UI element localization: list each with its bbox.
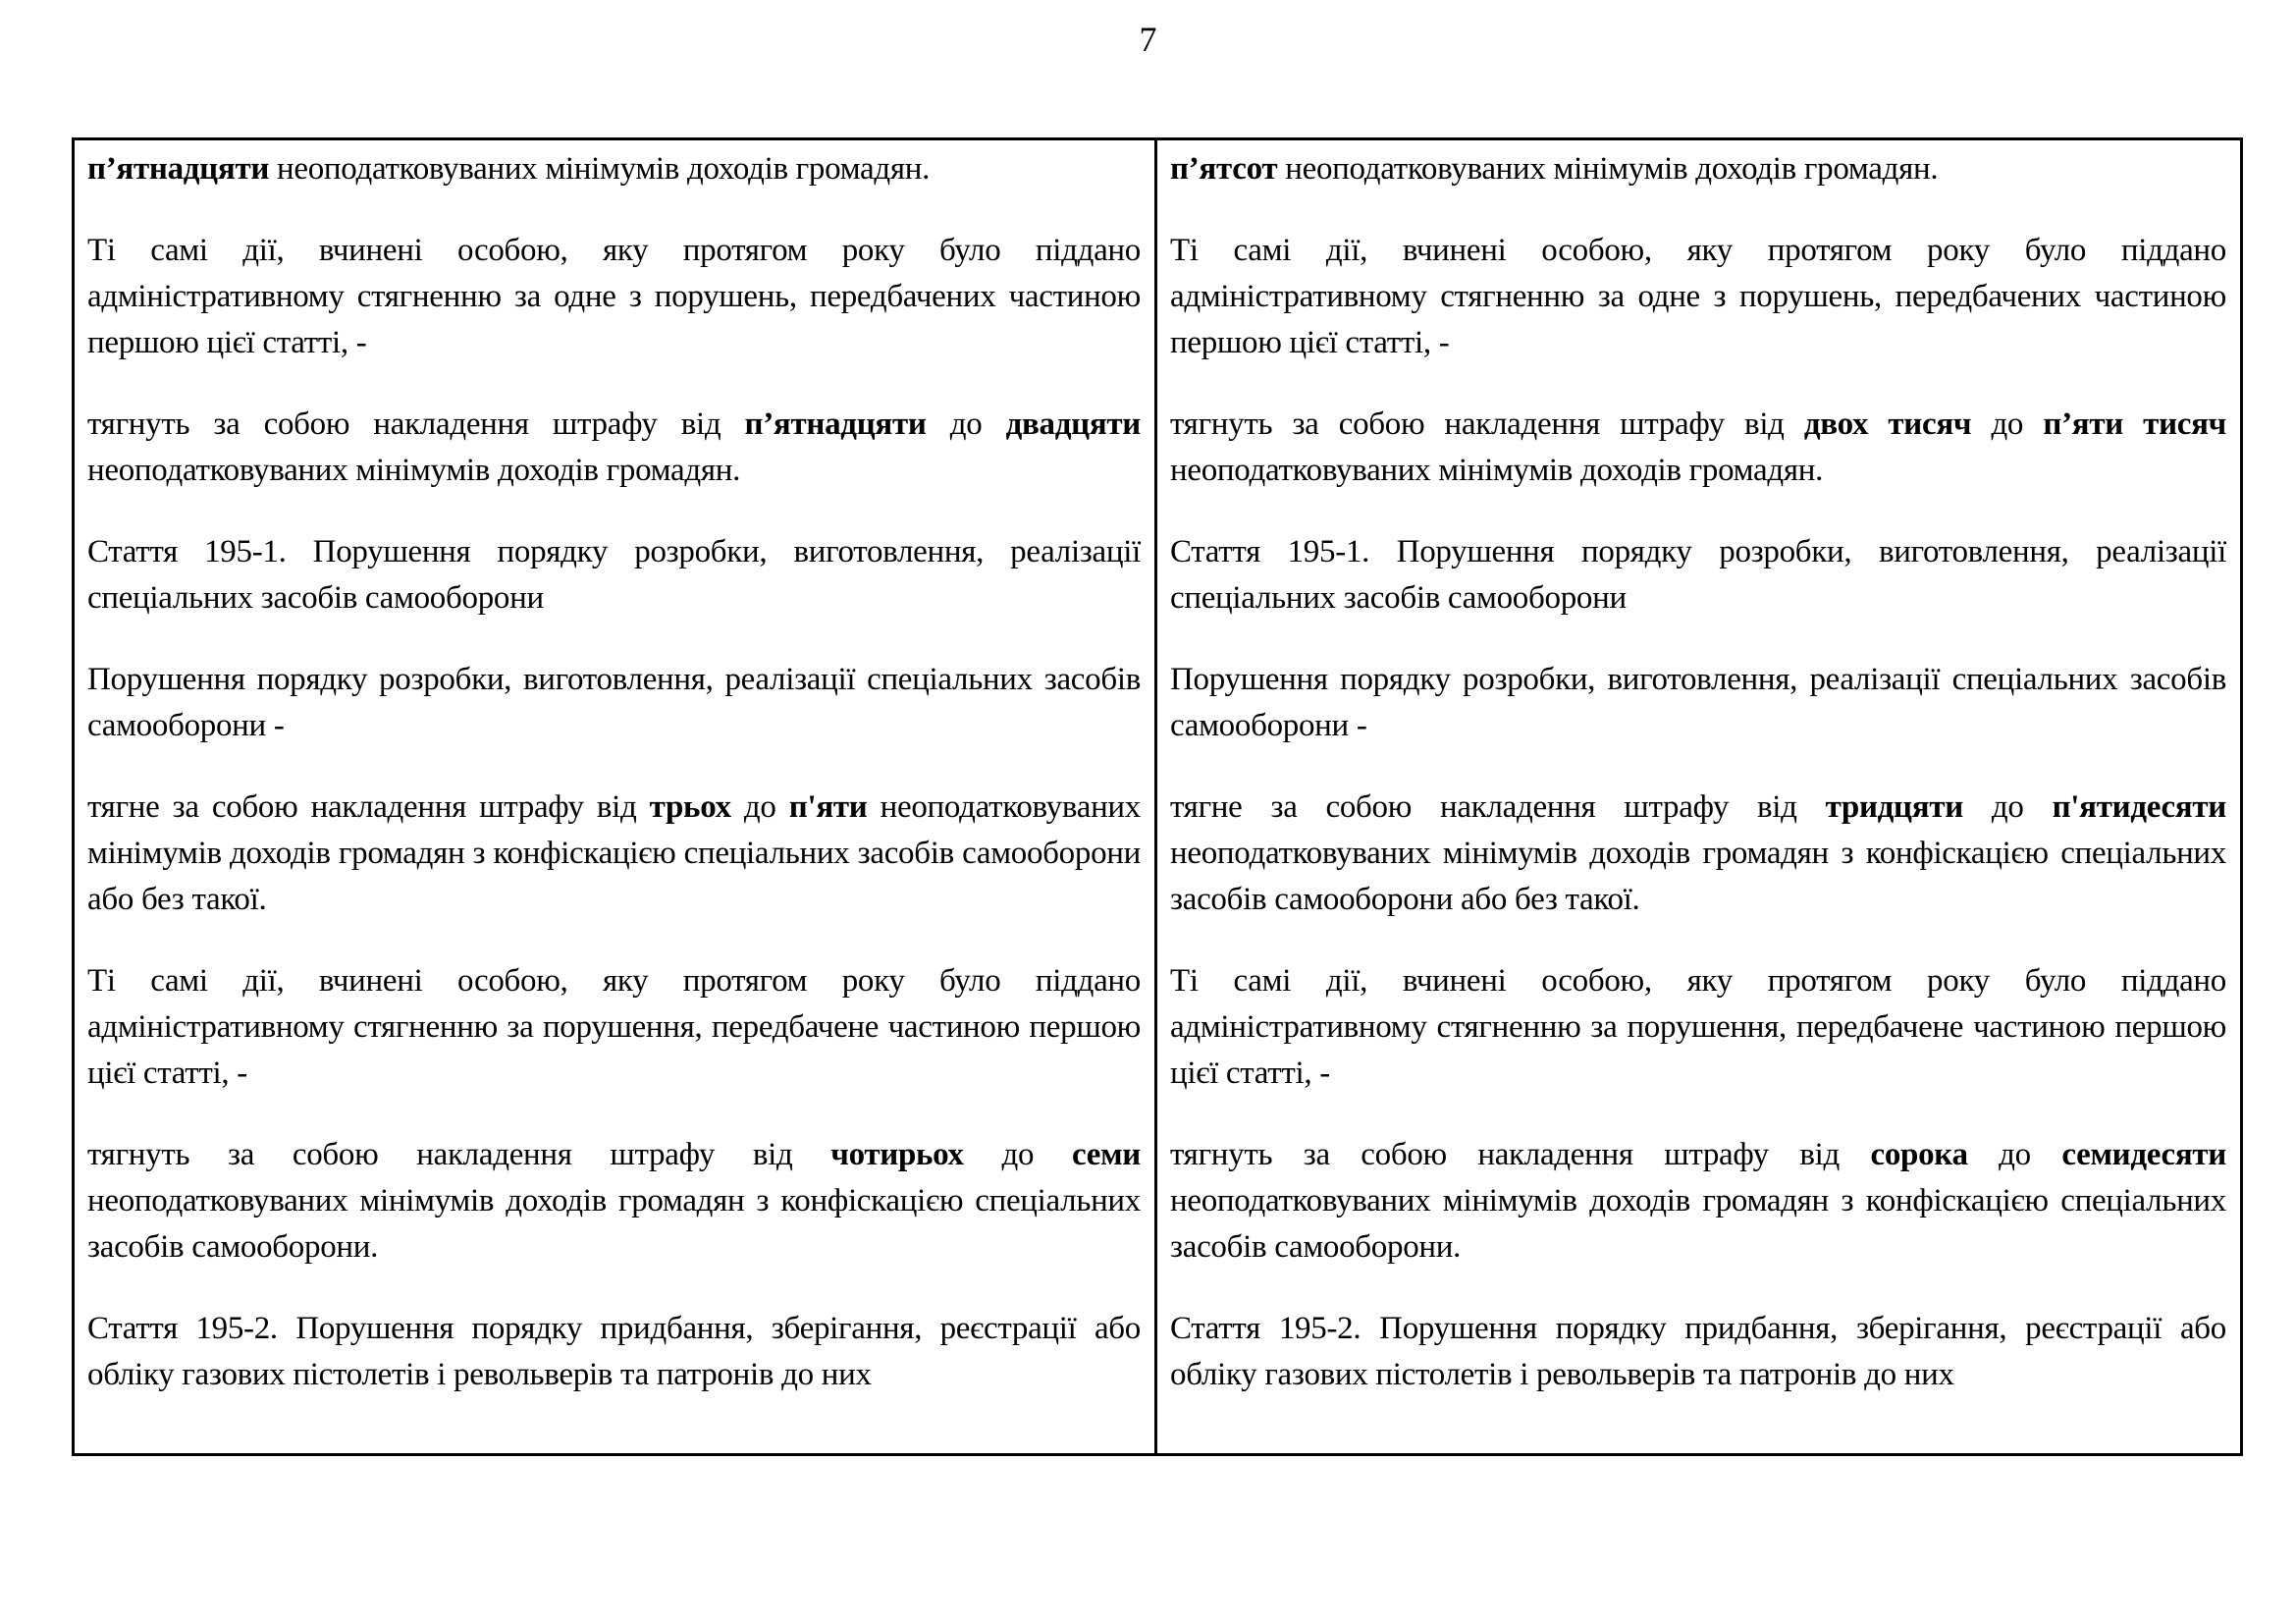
text-run: тягнуть за собою накладення штрафу від bbox=[87, 1137, 831, 1172]
paragraph bbox=[1170, 1306, 2226, 1398]
paragraph bbox=[1170, 146, 2226, 192]
paragraph bbox=[87, 228, 1141, 366]
comparison-table bbox=[72, 137, 2243, 1456]
text-run: Ті самі дії, вчинені особою, яку протягом року було піддано адміністративному стягненню за одне з порушень, передбачених частиною першою цієї статті, - bbox=[87, 233, 1141, 360]
paragraph bbox=[1170, 657, 2226, 749]
bold-text-run: п'ятидесяти bbox=[2052, 789, 2226, 825]
paragraph bbox=[87, 1306, 1141, 1398]
bold-text-run: трьох bbox=[649, 789, 731, 825]
paragraph bbox=[1170, 958, 2226, 1097]
text-run: тягнуть за собою накладення штрафу від bbox=[1170, 406, 1804, 442]
paragraph bbox=[87, 529, 1141, 622]
bold-text-run: двадцяти bbox=[1005, 406, 1142, 442]
text-run: до bbox=[1971, 406, 2044, 442]
text-run: тягне за собою накладення штрафу від bbox=[1170, 789, 1826, 825]
bold-text-run: п’яти тисяч bbox=[2043, 406, 2226, 442]
paragraph bbox=[87, 785, 1141, 923]
text-run: Порушення порядку розробки, виготовлення, реалізації спеціальних засобів самооборони - bbox=[1170, 662, 2226, 743]
text-run: Ті самі дії, вчинені особою, яку протягом року було піддано адміністративному стягненню за порушення, передбачене частиною першою цієї статті, - bbox=[1170, 963, 2226, 1091]
text-run: до bbox=[963, 1137, 1073, 1172]
paragraph bbox=[1170, 1132, 2226, 1271]
text-run: неоподатковуваних мінімумів доходів громадян з конфіскацією спеціальних засобів самооборони або без такої. bbox=[1170, 836, 2226, 917]
text-run: до bbox=[926, 406, 1006, 442]
text-run: неоподатковуваних мінімумів доходів громадян. bbox=[269, 151, 931, 187]
table-column-right bbox=[1157, 140, 2240, 1453]
bold-text-run: двох тисяч bbox=[1803, 406, 1972, 442]
bold-text-run: п’ятсот bbox=[1170, 151, 1278, 187]
text-run: Стаття 195-1. Порушення порядку розробки, виготовлення, реалізації спеціальних засобів самооборони bbox=[1170, 534, 2226, 616]
paragraph bbox=[87, 958, 1141, 1097]
text-run: неоподатковуваних мінімумів доходів громадян з конфіскацією спеціальних засобів самооборони. bbox=[1170, 1183, 2226, 1265]
text-run: тягнуть за собою накладення штрафу від bbox=[1170, 1137, 1871, 1172]
bold-text-run: семи bbox=[1072, 1137, 1142, 1172]
paragraph bbox=[1170, 228, 2226, 366]
page-number: 7 bbox=[1139, 20, 1157, 59]
text-run: неоподатковуваних мінімумів доходів громадян. bbox=[1170, 453, 1824, 488]
table-column-left bbox=[75, 140, 1157, 1453]
text-run: Стаття 195-2. Порушення порядку придбання, зберігання, реєстрації або обліку газових пістолетів і револьверів та патронів до них bbox=[1170, 1311, 2226, 1392]
text-run: Стаття 195-1. Порушення порядку розробки, виготовлення, реалізації спеціальних засобів самооборони bbox=[87, 534, 1141, 616]
text-run: до bbox=[730, 789, 789, 825]
bold-text-run: п'яти bbox=[788, 789, 868, 825]
bold-text-run: чотирьох bbox=[830, 1137, 964, 1172]
bold-text-run: семидесяти bbox=[2061, 1137, 2226, 1172]
text-run: неоподатковуваних мінімумів доходів громадян. bbox=[87, 453, 741, 488]
text-run: неоподатковуваних мінімумів доходів громадян. bbox=[1277, 151, 1939, 187]
text-run: тягнуть за собою накладення штрафу від bbox=[87, 406, 745, 442]
text-run: тягне за собою накладення штрафу від bbox=[87, 789, 650, 825]
bold-text-run: п’ятнадцяти bbox=[744, 406, 927, 442]
text-run: до bbox=[1962, 789, 2053, 825]
paragraph bbox=[87, 402, 1141, 494]
text-run: неоподатковуваних мінімумів доходів громадян з конфіскацією спеціальних засобів самооборони. bbox=[87, 1183, 1141, 1265]
text-run: Ті самі дії, вчинені особою, яку протягом року було піддано адміністративному стягненню за одне з порушень, передбачених частиною першою цієї статті, - bbox=[1170, 233, 2226, 360]
bold-text-run: сорока bbox=[1870, 1137, 1968, 1172]
paragraph bbox=[1170, 402, 2226, 494]
text-run: Стаття 195-2. Порушення порядку придбання, зберігання, реєстрації або обліку газових пістолетів і револьверів та патронів до них bbox=[87, 1311, 1141, 1392]
paragraph bbox=[87, 657, 1141, 749]
text-run: до bbox=[1967, 1137, 2062, 1172]
text-run: Порушення порядку розробки, виготовлення, реалізації спеціальних засобів самооборони - bbox=[87, 662, 1141, 743]
bold-text-run: тридцяти bbox=[1825, 789, 1963, 825]
text-run: Ті самі дії, вчинені особою, яку протягом року було піддано адміністративному стягненню за порушення, передбачене частиною першою цієї статті, - bbox=[87, 963, 1141, 1091]
paragraph bbox=[87, 146, 1141, 192]
paragraph bbox=[1170, 785, 2226, 923]
paragraph bbox=[87, 1132, 1141, 1271]
text-run: неоподатковуваних мінімумів доходів громадян з конфіскацією спеціальних засобів самооборони або без такої. bbox=[87, 789, 1141, 917]
paragraph bbox=[1170, 529, 2226, 622]
bold-text-run: п’ятнадцяти bbox=[87, 151, 270, 187]
